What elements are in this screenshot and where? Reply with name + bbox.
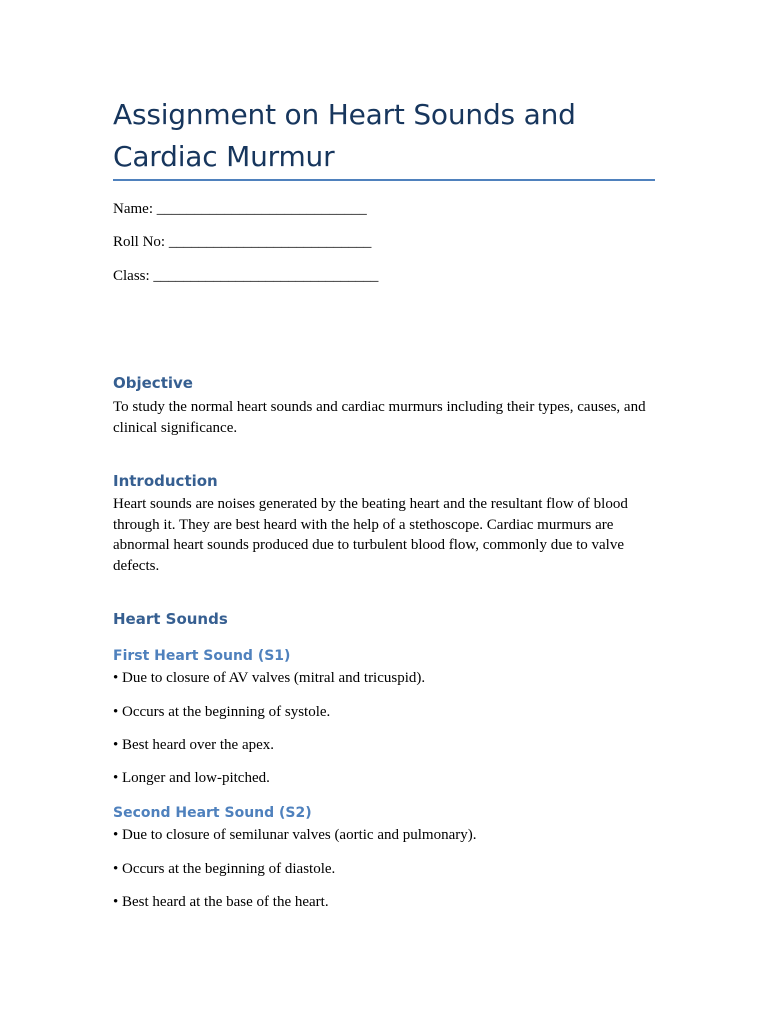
title-underline: [113, 179, 655, 181]
roll-no-field: Roll No: ___________________________: [113, 234, 372, 250]
s2-bullet-1: • Due to closure of semilunar valves (aortic and pulmonary).: [113, 827, 477, 843]
s1-bullet-2: • Occurs at the beginning of systole.: [113, 704, 331, 720]
objective-text: To study the normal heart sounds and cardiac murmurs including their types, causes, and clinical significance.: [113, 399, 646, 436]
s1-heading: First Heart Sound (S1): [113, 648, 291, 664]
objective-heading: Objective: [113, 374, 193, 392]
s1-bullet-3: • Best heard over the apex.: [113, 737, 275, 753]
name-field: Name: ____________________________: [113, 201, 367, 217]
document-title: Assignment on Heart Sounds and Cardiac Murmur: [113, 98, 576, 173]
introduction-text: Heart sounds are noises generated by the beating heart and the resultant flow of blood through it. They are best heard with the help of a stethoscope. Cardiac murmurs are abnormal heart sounds produced due to turbulent blood flow, commonly due to valve defects.: [113, 496, 628, 575]
class-field: Class: ______________________________: [113, 268, 379, 284]
s2-heading: Second Heart Sound (S2): [113, 805, 312, 821]
s1-bullet-4: • Longer and low-pitched.: [113, 770, 270, 786]
heart-sounds-heading: Heart Sounds: [113, 610, 228, 628]
s1-bullet-1: • Due to closure of AV valves (mitral and tricuspid).: [113, 670, 426, 686]
s2-bullet-3: • Best heard at the base of the heart.: [113, 894, 329, 910]
s2-bullet-2: • Occurs at the beginning of diastole.: [113, 861, 336, 877]
introduction-heading: Introduction: [113, 472, 218, 490]
